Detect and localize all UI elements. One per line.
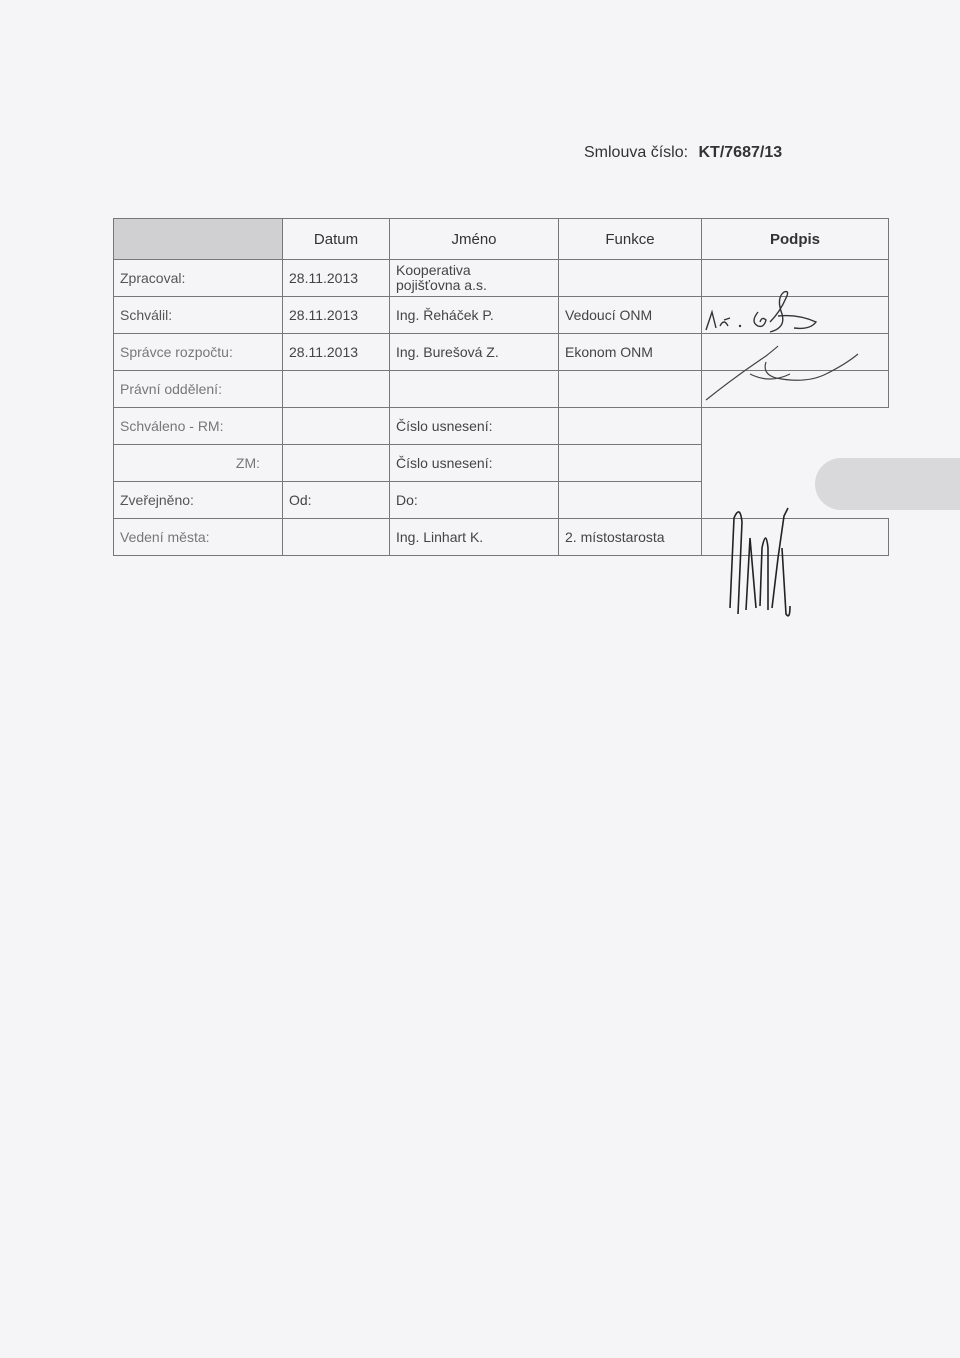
resolution-zm: Číslo usnesení: bbox=[390, 445, 559, 482]
table-row bbox=[114, 445, 889, 482]
function-schvalil: Vedoucí ONM bbox=[559, 297, 702, 334]
header-corner-cell bbox=[114, 219, 283, 260]
signature-cell-pravni bbox=[702, 371, 889, 408]
signature-cell-spravce bbox=[702, 334, 889, 371]
empty-cell bbox=[702, 445, 889, 482]
header-funkce: Funkce bbox=[559, 219, 702, 260]
function-spravce: Ekonom ONM bbox=[559, 334, 702, 371]
row-label-spravce: Správce rozpočtu: bbox=[114, 334, 283, 371]
date-pravni bbox=[283, 371, 390, 408]
empty-cell bbox=[702, 482, 889, 519]
row-label-zpracoval: Zpracoval: bbox=[114, 260, 283, 297]
row-label-zverejneno: Zveřejněno: bbox=[114, 482, 283, 519]
function-pravni bbox=[559, 371, 702, 408]
function-vedeni: 2. místostarosta bbox=[559, 519, 702, 556]
name-zpracoval bbox=[390, 260, 559, 297]
table-header-row bbox=[114, 219, 889, 260]
contract-number-value: KT/7687/13 bbox=[698, 144, 783, 161]
header-podpis: Podpis bbox=[702, 219, 889, 260]
function-zpracoval bbox=[559, 260, 702, 297]
row-label-vedeni: Vedení města: bbox=[114, 519, 283, 556]
resolution-value-zm bbox=[559, 445, 702, 482]
row-label-zm: ZM: bbox=[114, 445, 283, 482]
contract-number-label: Smlouva číslo: bbox=[584, 144, 689, 161]
table-row bbox=[114, 260, 889, 297]
header-jmeno: Jméno bbox=[390, 219, 559, 260]
date-zpracoval: 28.11.2013 bbox=[283, 260, 390, 297]
row-label-schvalil: Schválil: bbox=[114, 297, 283, 334]
empty-cell bbox=[702, 408, 889, 445]
name-pravni bbox=[390, 371, 559, 408]
table-row bbox=[114, 297, 889, 334]
date-schvalil: 28.11.2013 bbox=[283, 297, 390, 334]
date-vedeni bbox=[283, 519, 390, 556]
signature-cell-zpracoval bbox=[702, 260, 889, 297]
header-datum: Datum bbox=[283, 219, 390, 260]
approval-table bbox=[113, 218, 889, 556]
table-row bbox=[114, 371, 889, 408]
row-label-pravni: Právní oddělení: bbox=[114, 371, 283, 408]
name-vedeni: Ing. Linhart K. bbox=[390, 519, 559, 556]
resolution-value-schvaleno-rm bbox=[559, 408, 702, 445]
date-schvaleno-rm bbox=[283, 408, 390, 445]
name-zpracoval-line2: pojišťovna a.s. bbox=[396, 277, 487, 293]
name-spravce: Ing. Burešová Z. bbox=[390, 334, 559, 371]
contract-number-heading bbox=[584, 144, 782, 162]
row-label-schvaleno-rm: Schváleno - RM: bbox=[114, 408, 283, 445]
to-zverejneno: Do: bbox=[390, 482, 559, 519]
date-spravce: 28.11.2013 bbox=[283, 334, 390, 371]
date-zm bbox=[283, 445, 390, 482]
table-row bbox=[114, 334, 889, 371]
table-row bbox=[114, 482, 889, 519]
signature-cell-schvalil bbox=[702, 297, 889, 334]
table-row bbox=[114, 519, 889, 556]
resolution-schvaleno-rm: Číslo usnesení: bbox=[390, 408, 559, 445]
table-row bbox=[114, 408, 889, 445]
name-zpracoval-line1: Kooperativa bbox=[396, 262, 471, 278]
blank-zverejneno bbox=[559, 482, 702, 519]
from-zverejneno: Od: bbox=[283, 482, 390, 519]
name-schvalil: Ing. Řeháček P. bbox=[390, 297, 559, 334]
signature-cell-vedeni bbox=[702, 519, 889, 556]
